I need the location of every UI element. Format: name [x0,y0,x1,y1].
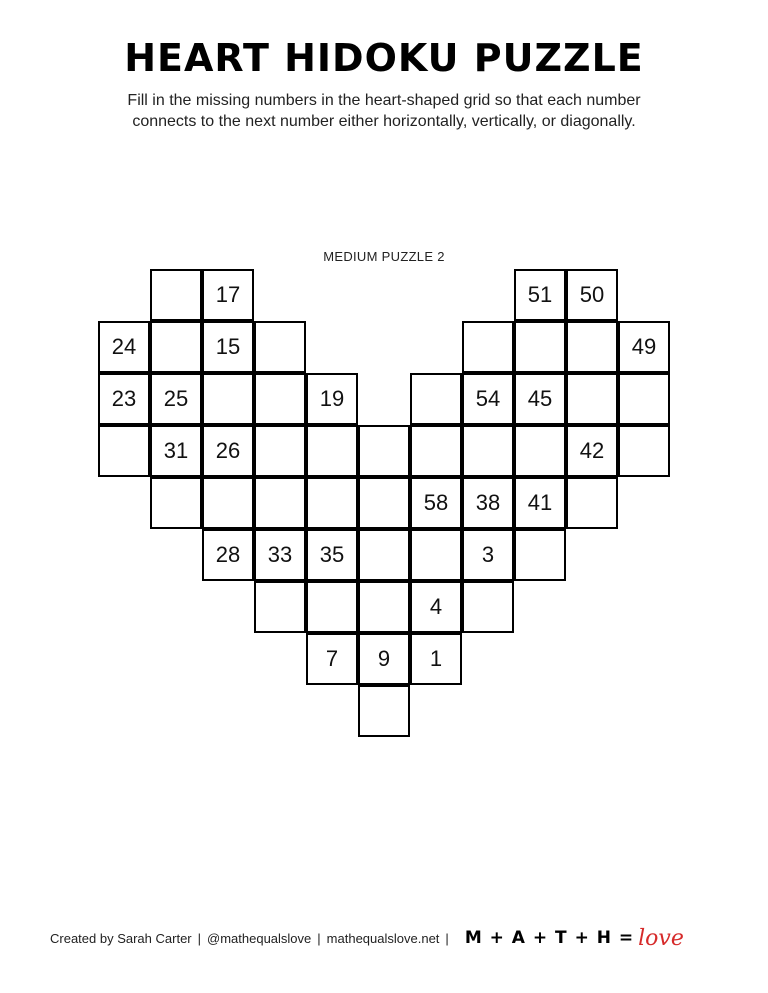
instructions-line-2: connects to the next number either horizontally, vertically, or diagonally. [132,113,636,130]
given-number-cell: 41 [514,477,566,529]
empty-cell[interactable] [358,529,410,581]
empty-cell[interactable] [358,685,410,737]
empty-cell[interactable] [514,321,566,373]
footer-credit: Created by Sarah Carter [50,930,192,946]
given-number-cell: 50 [566,269,618,321]
empty-cell[interactable] [98,425,150,477]
empty-cell[interactable] [514,529,566,581]
empty-cell[interactable] [254,477,306,529]
empty-cell[interactable] [254,581,306,633]
brand-logo: M + A + T + H = [464,928,635,948]
given-number-cell: 9 [358,633,410,685]
footer-separator: | [317,930,321,946]
given-number-cell: 49 [618,321,670,373]
empty-cell[interactable] [306,581,358,633]
given-number-cell: 17 [202,269,254,321]
empty-cell[interactable] [618,425,670,477]
given-number-cell: 54 [462,373,514,425]
empty-cell[interactable] [254,321,306,373]
given-number-cell: 3 [462,529,514,581]
footer-separator: | [445,930,449,946]
empty-cell[interactable] [462,425,514,477]
empty-cell[interactable] [410,373,462,425]
given-number-cell: 23 [98,373,150,425]
given-number-cell: 31 [150,425,202,477]
empty-cell[interactable] [254,425,306,477]
given-number-cell: 58 [410,477,462,529]
empty-cell[interactable] [566,373,618,425]
given-number-cell: 28 [202,529,254,581]
love-logo: love [638,925,684,951]
empty-cell[interactable] [410,425,462,477]
given-number-cell: 19 [306,373,358,425]
given-number-cell: 38 [462,477,514,529]
given-number-cell: 35 [306,529,358,581]
given-number-cell: 26 [202,425,254,477]
empty-cell[interactable] [462,581,514,633]
page-title: HEART HIDOKU PUZZLE [124,36,644,80]
heart-grid [98,269,672,739]
empty-cell[interactable] [202,373,254,425]
empty-cell[interactable] [254,373,306,425]
empty-cell[interactable] [202,477,254,529]
empty-cell[interactable] [150,321,202,373]
given-number-cell: 15 [202,321,254,373]
empty-cell[interactable] [566,321,618,373]
empty-cell[interactable] [410,529,462,581]
empty-cell[interactable] [306,425,358,477]
footer-separator: | [197,930,202,946]
puzzle-label: MEDIUM PUZZLE 2 [323,249,445,264]
empty-cell[interactable] [358,581,410,633]
empty-cell[interactable] [462,321,514,373]
given-number-cell: 51 [514,269,566,321]
empty-cell[interactable] [358,425,410,477]
empty-cell[interactable] [358,477,410,529]
empty-cell[interactable] [150,269,202,321]
instructions-line-1: Fill in the missing numbers in the heart-shaped grid so that each number [127,92,641,109]
given-number-cell: 45 [514,373,566,425]
empty-cell[interactable] [618,373,670,425]
footer [50,926,684,950]
empty-cell[interactable] [514,425,566,477]
empty-cell[interactable] [306,477,358,529]
footer-handle: @mathequalslove [207,930,312,946]
given-number-cell: 42 [566,425,618,477]
given-number-cell: 25 [150,373,202,425]
empty-cell[interactable] [150,477,202,529]
empty-cell[interactable] [566,477,618,529]
footer-site: mathequalslove.net [326,930,440,946]
given-number-cell: 1 [410,633,462,685]
given-number-cell: 33 [254,529,306,581]
given-number-cell: 24 [98,321,150,373]
given-number-cell: 7 [306,633,358,685]
given-number-cell: 4 [410,581,462,633]
instructions [84,90,684,132]
